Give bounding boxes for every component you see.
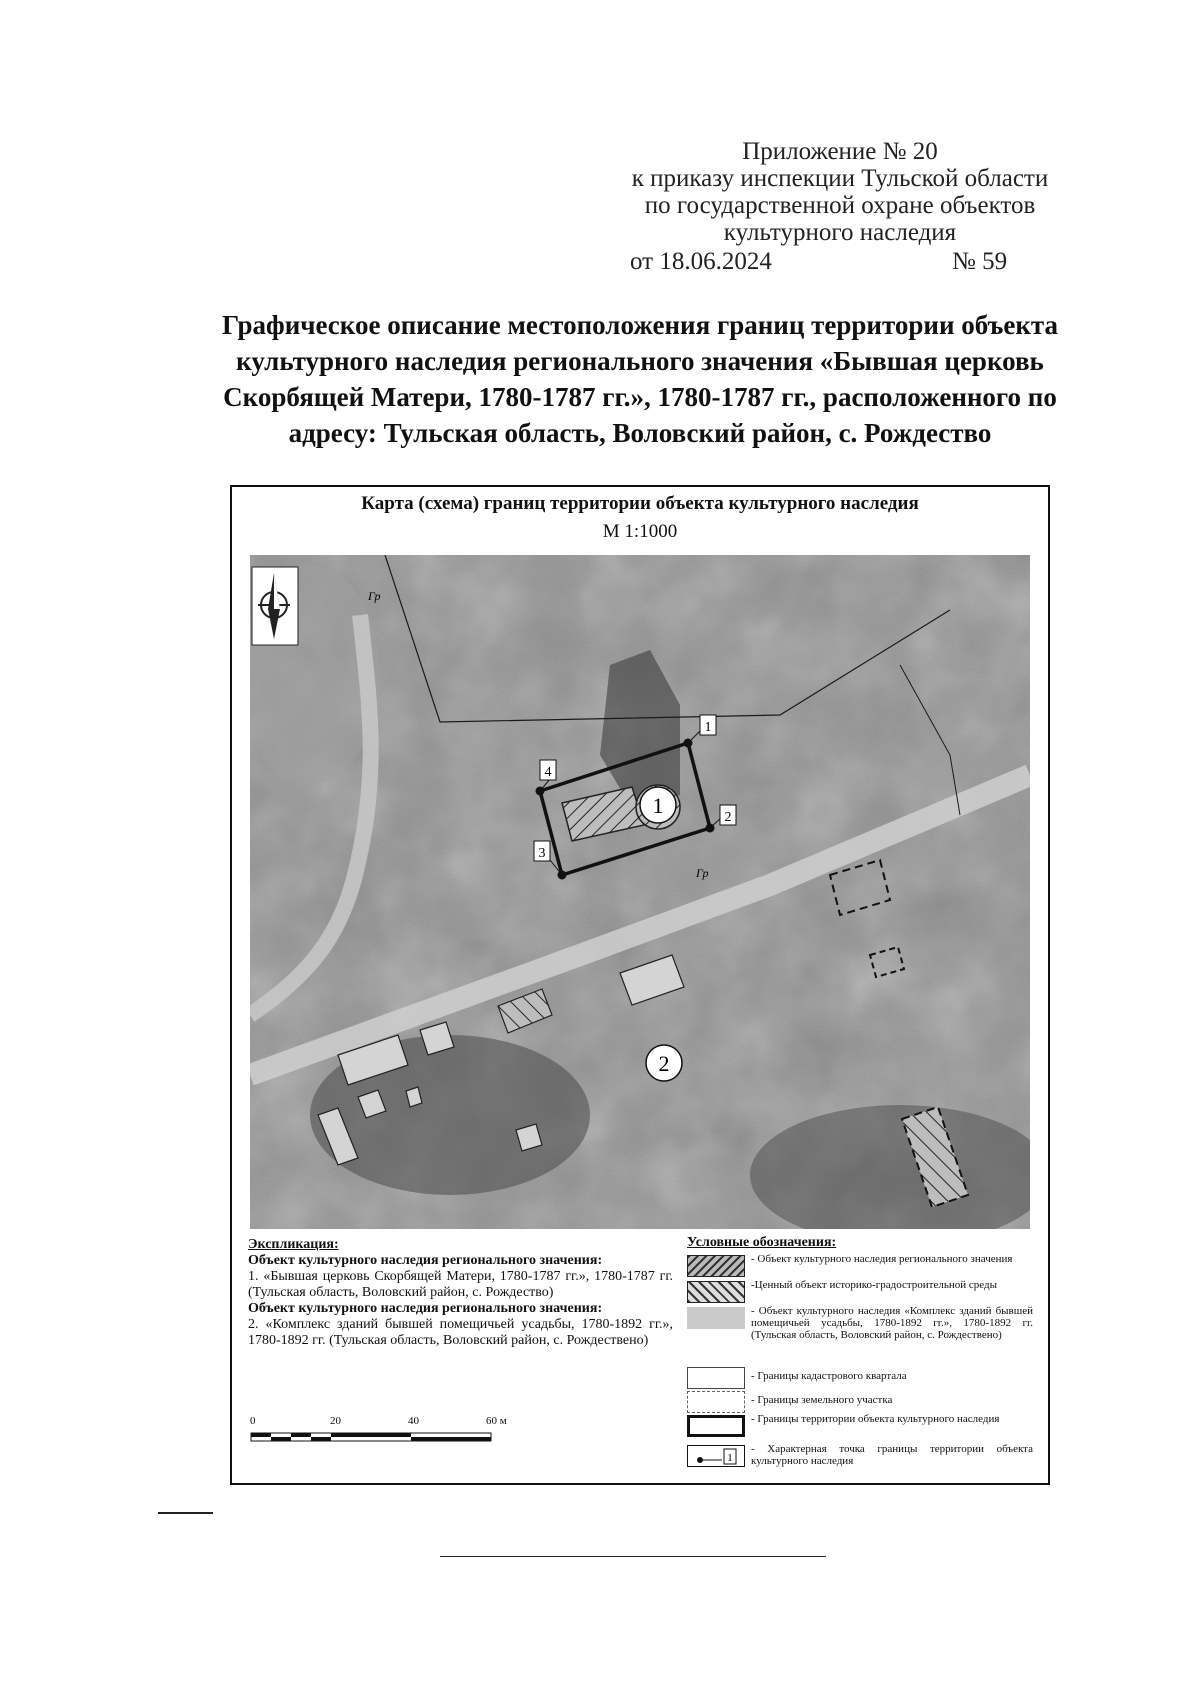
svg-text:4: 4 — [544, 765, 552, 780]
legend-text: -Ценный объект историко-градостроительной среды — [751, 1279, 998, 1291]
legend-item — [687, 1387, 1037, 1411]
svg-text:2: 2 — [724, 810, 732, 825]
signature-line — [440, 1556, 826, 1557]
aerial-map — [250, 555, 1030, 1229]
svg-text:2: 2 — [658, 1051, 670, 1076]
scale-bar-graphic — [250, 1431, 512, 1445]
legend-swatch-heritage — [687, 1255, 745, 1277]
legend-heading: Условные обозначения: — [687, 1235, 837, 1250]
legend-item — [687, 1363, 1037, 1387]
point-label-2 — [720, 805, 736, 825]
order-date: от 18.06.2024 — [630, 248, 772, 275]
legend-text: - Объект культурного наследия регионального значения — [751, 1253, 1013, 1265]
scale-tick-label: 40 — [408, 1415, 419, 1427]
map-header — [232, 487, 1048, 547]
point-label-4 — [540, 760, 556, 780]
map-canvas — [250, 555, 1030, 1229]
map-frame — [230, 485, 1050, 1485]
legend-swatch-cadastral — [687, 1367, 745, 1389]
scale-bar — [250, 1415, 520, 1455]
appendix-line-4: культурного наследия — [723, 219, 957, 246]
explication-item-2: 2. «Комплекс зданий бывшей помещичьей усадьбы, 1780-1892 гг.», 1780-1892 гг. (Тульская область, Воловский район, с. Рождествено) — [248, 1317, 673, 1348]
title-line-4: адресу: Тульская область, Воловский район, с. Рождество — [288, 418, 992, 448]
road-label: Гр — [696, 866, 709, 880]
appendix-line-2: к приказу инспекции Тульской области — [631, 165, 1049, 192]
legend-item — [687, 1251, 1037, 1277]
order-number: № 59 — [952, 248, 1008, 275]
legend-swatch-valuable — [687, 1281, 745, 1303]
legend-swatch-land-plot — [687, 1391, 745, 1413]
svg-text:3: 3 — [538, 846, 546, 861]
explication — [248, 1237, 673, 1349]
explication-item-1: 1. «Бывшая церковь Скорбящей Матери, 1780-1787 гг.», 1780-1787 гг. (Тульская область, Воловский район, с. Рождество) — [248, 1269, 673, 1300]
object-marker-2 — [646, 1045, 682, 1081]
legend-item — [687, 1441, 1037, 1471]
title-line-2: культурного наследия регионального значения «Бывшая церковь — [236, 346, 1044, 376]
legend — [687, 1237, 1037, 1471]
legend-text: - Границы территории объекта культурного наследия — [751, 1413, 1000, 1425]
legend-text: - Границы земельного участка — [751, 1394, 893, 1406]
footnote-rule — [158, 1512, 213, 1514]
appendix-line-1: Приложение № 20 — [742, 138, 938, 165]
explication-group-2-heading: Объект культурного наследия регионального значения: — [248, 1301, 603, 1316]
point-label-3 — [534, 841, 550, 861]
appendix-line-3: по государственной охране объектов — [644, 192, 1036, 219]
map-scale: М 1:1000 — [602, 521, 678, 542]
svg-text:1: 1 — [652, 793, 664, 818]
legend-swatch-territory — [687, 1415, 745, 1437]
scale-tick-label: 20 — [330, 1415, 341, 1427]
explication-heading: Экспликация: — [248, 1237, 339, 1252]
legend-item — [687, 1303, 1037, 1363]
map-title: Карта (схема) границ территории объекта культурного наследия — [361, 493, 919, 514]
legend-item — [687, 1277, 1037, 1303]
point-label-1 — [700, 715, 716, 735]
legend-text: - Характерная точка границы территории объекта культурного наследия — [751, 1443, 1033, 1467]
title-line-3: Скорбящей Матери, 1780-1787 гг.», 1780-1787 гг., расположенного по — [223, 382, 1057, 412]
title-line-1: Графическое описание местоположения границ территории объекта — [222, 310, 1058, 340]
scale-tick-label: 0 — [250, 1415, 256, 1427]
svg-text:1: 1 — [727, 1452, 733, 1464]
legend-swatch-estate — [687, 1307, 745, 1329]
scale-tick-label: 60 м — [486, 1415, 507, 1427]
legend-text: - Объект культурного наследия «Комплекс зданий бывшей помещичьей усадьбы, 1780-1892 гг.», 1780-1892 гг. (Тульская область, Воловский район, с. Рождествено) — [751, 1305, 1033, 1341]
road-label: Гр — [368, 589, 381, 603]
legend-text: - Границы кадастрового квартала — [751, 1370, 907, 1382]
document-title — [190, 307, 1090, 451]
legend-item — [687, 1411, 1037, 1441]
object-marker-1 — [640, 787, 676, 823]
svg-text:1: 1 — [704, 720, 712, 735]
legend-swatch-point — [687, 1445, 745, 1467]
explication-group-1-heading: Объект культурного наследия регионального значения: — [248, 1253, 603, 1268]
north-arrow-icon — [252, 567, 298, 645]
